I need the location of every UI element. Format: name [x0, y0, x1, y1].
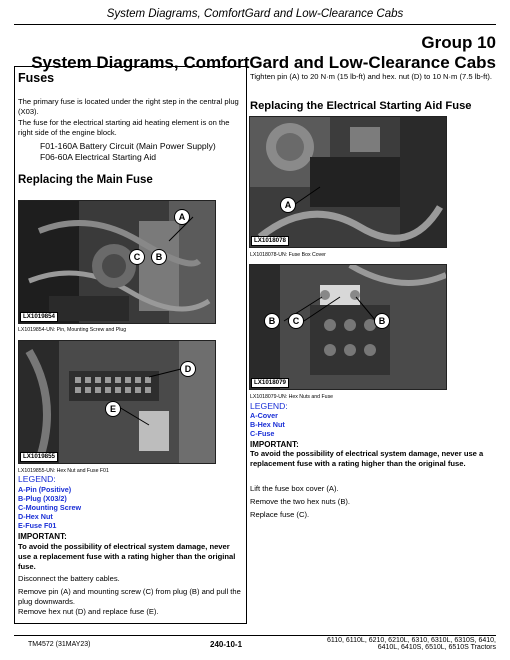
callout-a: A [280, 197, 296, 213]
starting-aid-location-text: The fuse for the electrical starting aid heating element is on the right side of the engine block. [18, 118, 230, 137]
main-fuse-photo [18, 200, 216, 324]
legend-item: C-Mounting Screw [18, 503, 82, 512]
callout-d: D [180, 361, 196, 377]
legend-item: A-Cover [250, 411, 278, 420]
footer-rule [14, 635, 496, 636]
step-text: Remove pin (A) and mounting screw (C) from plug (B) and pull the plug downwards. [18, 587, 241, 606]
fuse-f06-text: F06-60A Electrical Starting Aid [40, 152, 157, 162]
step-text: Replace fuse (C). [250, 510, 310, 519]
callout-a: A [174, 209, 190, 225]
photo-code: LX1019854 [20, 312, 58, 322]
legend-item: E-Fuse F01 [18, 521, 57, 530]
step-text: Disconnect the battery cables. [18, 574, 120, 583]
legend-list [250, 411, 285, 438]
callout-e: E [105, 401, 121, 417]
header-rule [14, 24, 496, 25]
fuse-location-text: The primary fuse is located under the right step in the central plug (X03). [18, 97, 239, 116]
page-title: System Diagrams, ComfortGard and Low-Clearance Cabs [31, 53, 496, 72]
fuse-f01-text: F01-160A Battery Circuit (Main Power Supply) [40, 141, 216, 151]
step-text: Remove hex nut (D) and replace fuse (E). [18, 607, 159, 616]
legend-item: A-Pin (Positive) [18, 485, 72, 494]
fuses-heading: Fuses [18, 71, 55, 85]
important-text: To avoid the possibility of electrical system damage, never use a replacement fuse with a rating higher than the original fuse. [18, 542, 236, 571]
legend-item: C-Fuse [250, 429, 275, 438]
important-title: IMPORTANT: [18, 532, 67, 541]
main-fuse-photo-caption: LX1019854-UN: Pin, Mounting Screw and Plug [18, 327, 127, 333]
tighten-text: Tighten pin (A) to 20 N·m (15 lb-ft) and hex. nut (D) to 10 N·m (7.5 lb-ft). [250, 72, 492, 81]
callout-b: B [264, 313, 280, 329]
important-title: IMPORTANT: [250, 440, 299, 449]
main-fuse-heading: Replacing the Main Fuse [18, 174, 153, 186]
footer-page-number: 240-10-1 [210, 640, 243, 649]
photo-code: LX1019855 [20, 452, 58, 462]
footer-models [327, 637, 496, 651]
hex-nuts-fuse-caption: LX1018079-UN: Hex Nuts and Fuse [250, 394, 334, 400]
callout-b: B [151, 249, 167, 265]
fuse-box-cover-caption: LX1018078-UN: Fuse Box Cover [250, 252, 326, 258]
legend-list [18, 485, 81, 530]
footer-doc-code: TM4572 (31MAY23) [28, 641, 91, 648]
step-text: Lift the fuse box cover (A). [250, 484, 339, 493]
footer-models-line: 6110, 6110L, 6210, 6210L, 6310, 6310L, 6310S, 6410, [326, 637, 496, 644]
legend-title: LEGEND: [18, 474, 56, 484]
legend-item: D-Hex Nut [18, 512, 53, 521]
legend-item: B-Plug (X03/2) [18, 494, 67, 503]
group-label: Group 10 [421, 33, 496, 52]
fuse-box-cover-photo [249, 116, 447, 248]
callout-b: B [374, 313, 390, 329]
step-text: Remove the two hex nuts (B). [250, 497, 351, 506]
running-header: System Diagrams, ComfortGard and Low-Clearance Cabs [106, 8, 404, 20]
fuse-f01-photo [18, 340, 216, 464]
callout-c: C [129, 249, 145, 265]
photo-code: LX1018078 [251, 236, 289, 246]
important-text: To avoid the possibility of electrical system damage, never use a replacement fuse with a rating higher than the original fuse. [250, 449, 484, 468]
starting-aid-heading: Replacing the Electrical Starting Aid Fuse [250, 100, 472, 112]
footer-models-line: 6410L, 6410S, 6510L, 6510S Tractors [377, 644, 496, 651]
photo-code: LX1018079 [251, 378, 289, 388]
legend-title: LEGEND: [250, 401, 288, 411]
fuse-f01-photo-caption: LX1019855-UN: Hex Nut and Fuse F01 [18, 468, 109, 474]
callout-c: C [288, 313, 304, 329]
hex-nuts-fuse-photo [249, 264, 447, 390]
legend-item: B-Hex Nut [250, 420, 285, 429]
